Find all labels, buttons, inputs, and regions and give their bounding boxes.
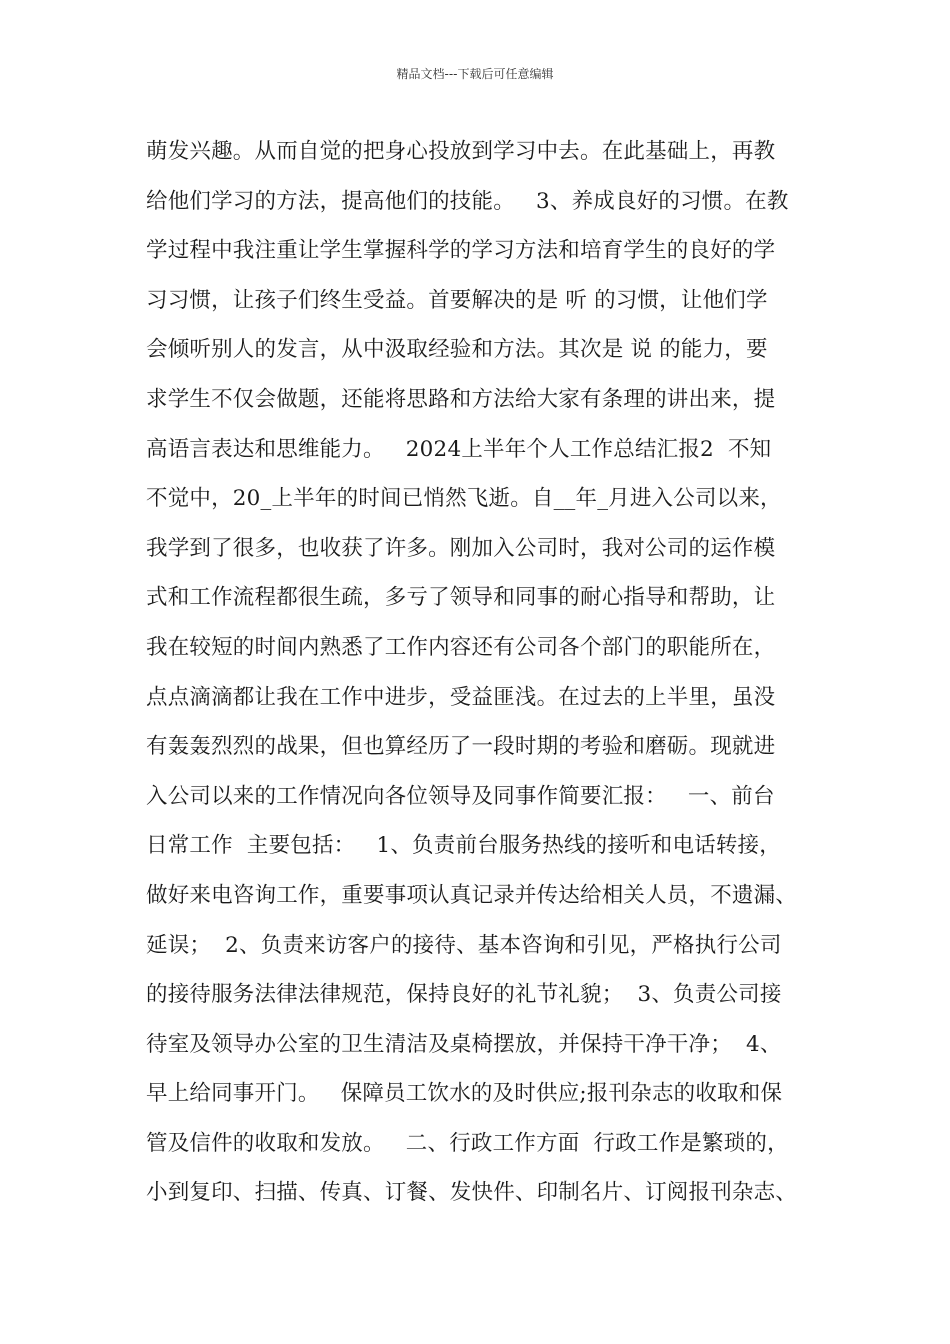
text-line: 待室及领导办公室的卫生清洁及桌椅摆放，并保持干净干净； 4、 xyxy=(146,1031,782,1057)
text-line: 入公司以来的工作情况向各位领导及同事作简要汇报： 一、前台 xyxy=(146,783,775,809)
text-line: 早上给同事开门。 保障员工饮水的及时供应;报刊杂志的收取和保 xyxy=(146,1081,783,1107)
text-line: 小到复印、扫描、传真、订餐、发快件、印制名片、订阅报刊杂志、 xyxy=(146,1180,798,1206)
text-line: 点点滴滴都让我在工作中进步，受益匪浅。在过去的上半里，虽没 xyxy=(146,684,776,710)
text-line: 高语言表达和思维能力。 2024上半年个人工作总结汇报2 不知 xyxy=(146,436,772,462)
text-line: 会倾听别人的发言，从中汲取经验和方法。其次是 说 的能力，要 xyxy=(146,337,768,363)
text-line: 有轰轰烈烈的战果，但也算经历了一段时期的考验和磨砺。现就进 xyxy=(146,734,776,760)
text-line: 给他们学习的方法，提高他们的技能。 3、养成良好的习惯。在教 xyxy=(146,188,789,214)
text-line: 日常工作 主要包括： 1、负责前台服务热线的接听和电话转接， xyxy=(146,833,781,859)
text-line: 我学到了很多，也收获了许多。刚加入公司时，我对公司的运作模 xyxy=(146,535,776,561)
text-line: 管及信件的收取和发放。 二、行政工作方面 行政工作是繁琐的， xyxy=(146,1130,789,1156)
text-line: 求学生不仅会做题，还能将思路和方法给大家有条理的讲出来，提 xyxy=(146,386,776,412)
body-text xyxy=(146,133,836,1224)
text-line: 习习惯，让孩子们终生受益。首要解决的是 听 的习惯，让他们学 xyxy=(146,287,768,313)
text-line: 我在较短的时间内熟悉了工作内容还有公司各个部门的职能所在， xyxy=(146,634,776,660)
text-line: 式和工作流程都很生疏，多亏了领导和同事的耐心指导和帮助，让 xyxy=(146,585,776,611)
text-line: 萌发兴趣。从而自觉的把身心投放到学习中去。在此基础上，再教 xyxy=(146,139,776,164)
text-line: 做好来电咨询工作，重要事项认真记录并传达给相关人员，不遗漏、 xyxy=(146,882,798,908)
text-line: 学过程中我注重让学生掌握科学的学习方法和培育学生的良好的学 xyxy=(146,238,776,264)
page-header: 精品文档---下载后可任意编辑 xyxy=(396,67,554,81)
text-line: 不觉中，20_上半年的时间已悄然飞逝。自__年_月进入公司以来， xyxy=(146,486,782,512)
text-line: 延误； 2、负责来访客户的接待、基本咨询和引见，严格执行公司 xyxy=(146,932,782,958)
text-line: 的接待服务法律法律规范，保持良好的礼节礼貌； 3、负责公司接 xyxy=(146,982,782,1008)
